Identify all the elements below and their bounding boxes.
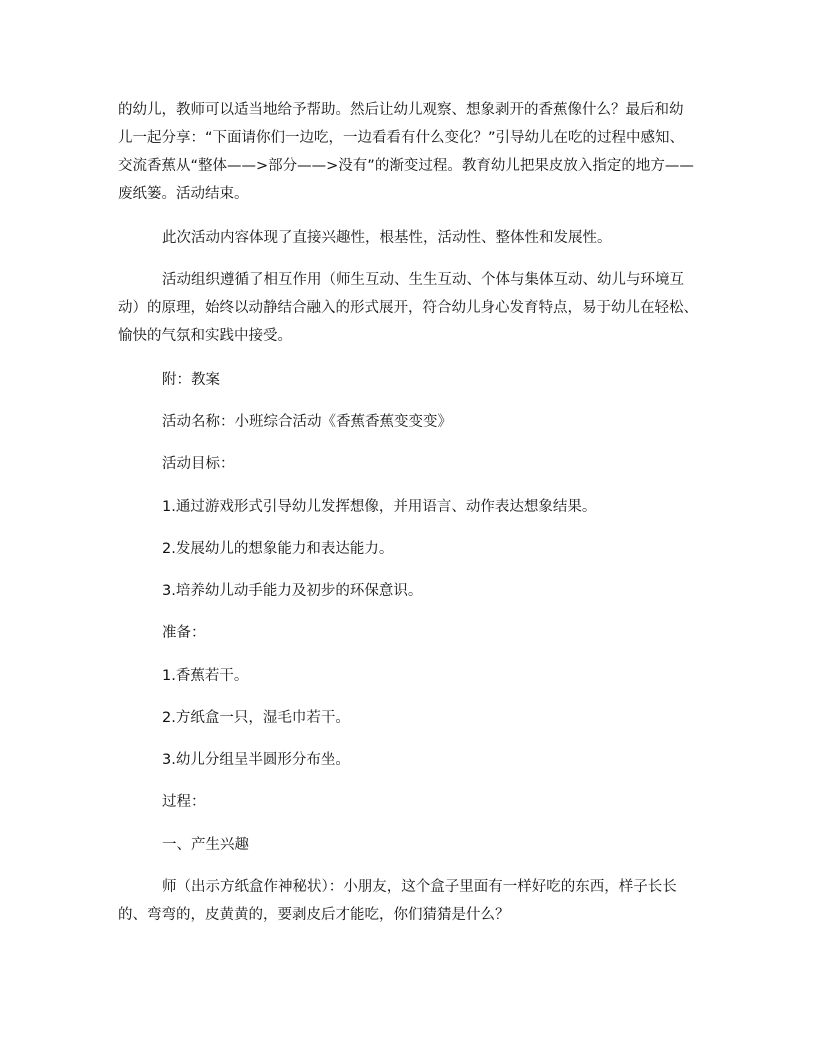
text-line: 一、产生兴趣 bbox=[162, 837, 249, 853]
text-line: 附：教案 bbox=[162, 372, 220, 388]
goal-item-2 bbox=[118, 535, 698, 563]
paragraph-summary bbox=[118, 224, 698, 252]
prep-item-3 bbox=[118, 746, 698, 774]
text-line: 此次活动内容体现了直接兴趣性，根基性，活动性、整体性和发展性。 bbox=[162, 230, 612, 246]
text-line: 2.发展幼儿的想象能力和表达能力。 bbox=[162, 541, 394, 557]
text-line: 废纸篓。活动结束。 bbox=[118, 186, 249, 202]
prep-item-2 bbox=[118, 704, 698, 732]
goal-item-3 bbox=[118, 577, 698, 605]
text-line: 1.香蕉若干。 bbox=[162, 668, 249, 684]
text-line: 活动名称：小班综合活动《香蕉香蕉变变变》 bbox=[162, 414, 452, 430]
goal-item-1 bbox=[118, 493, 698, 521]
text-line: 过程： bbox=[162, 794, 206, 810]
text-line: 3.幼儿分组呈半圆形分布坐。 bbox=[162, 752, 350, 768]
heading-activity-goals bbox=[118, 450, 698, 478]
heading-step-1 bbox=[118, 831, 698, 859]
text-line: 3.培养幼儿动手能力及初步的环保意识。 bbox=[162, 583, 423, 599]
activity-name bbox=[118, 408, 698, 436]
paragraph-teacher-dialogue bbox=[118, 873, 698, 929]
heading-preparation bbox=[118, 619, 698, 647]
heading-process bbox=[118, 788, 698, 816]
text-line: 交流香蕉从“整体——>部分——>没有”的渐变过程。教育幼儿把果皮放入指定的地方—— bbox=[118, 158, 694, 174]
text-line: 师（出示方纸盒作神秘状）：小朋友，这个盒子里面有一样好吃的东西，样子长长 bbox=[162, 879, 677, 895]
text-line: 的幼儿，教师可以适当地给予帮助。然后让幼儿观察、想象剥开的香蕉像什么？最后和幼 bbox=[118, 102, 684, 118]
text-line: 愉快的气氛和实践中接受。 bbox=[118, 328, 292, 344]
heading-appendix bbox=[118, 366, 698, 394]
paragraph-interaction-principle bbox=[118, 266, 698, 350]
text-line: 准备： bbox=[162, 625, 206, 641]
text-line: 动）的原理，始终以动静结合融入的形式展开，符合幼儿身心发育特点，易于幼儿在轻松、 bbox=[118, 300, 698, 316]
text-line: 儿一起分享：“下面请你们一边吃，一边看看有什么变化？”引导幼儿在吃的过程中感知、 bbox=[118, 130, 685, 146]
paragraph-intro-continuation bbox=[118, 96, 698, 208]
text-line: 的、弯弯的，皮黄黄的，要剥皮后才能吃，你们猜猜是什么？ bbox=[118, 907, 510, 923]
text-line: 2.方纸盒一只，湿毛巾若干。 bbox=[162, 710, 350, 726]
text-line: 活动目标： bbox=[162, 456, 235, 472]
text-line: 1.通过游戏形式引导幼儿发挥想像，并用语言、动作表达想象结果。 bbox=[162, 499, 597, 515]
prep-item-1 bbox=[118, 662, 698, 690]
text-line: 活动组织遵循了相互作用（师生互动、生生互动、个体与集体互动、幼儿与环境互 bbox=[162, 272, 684, 288]
